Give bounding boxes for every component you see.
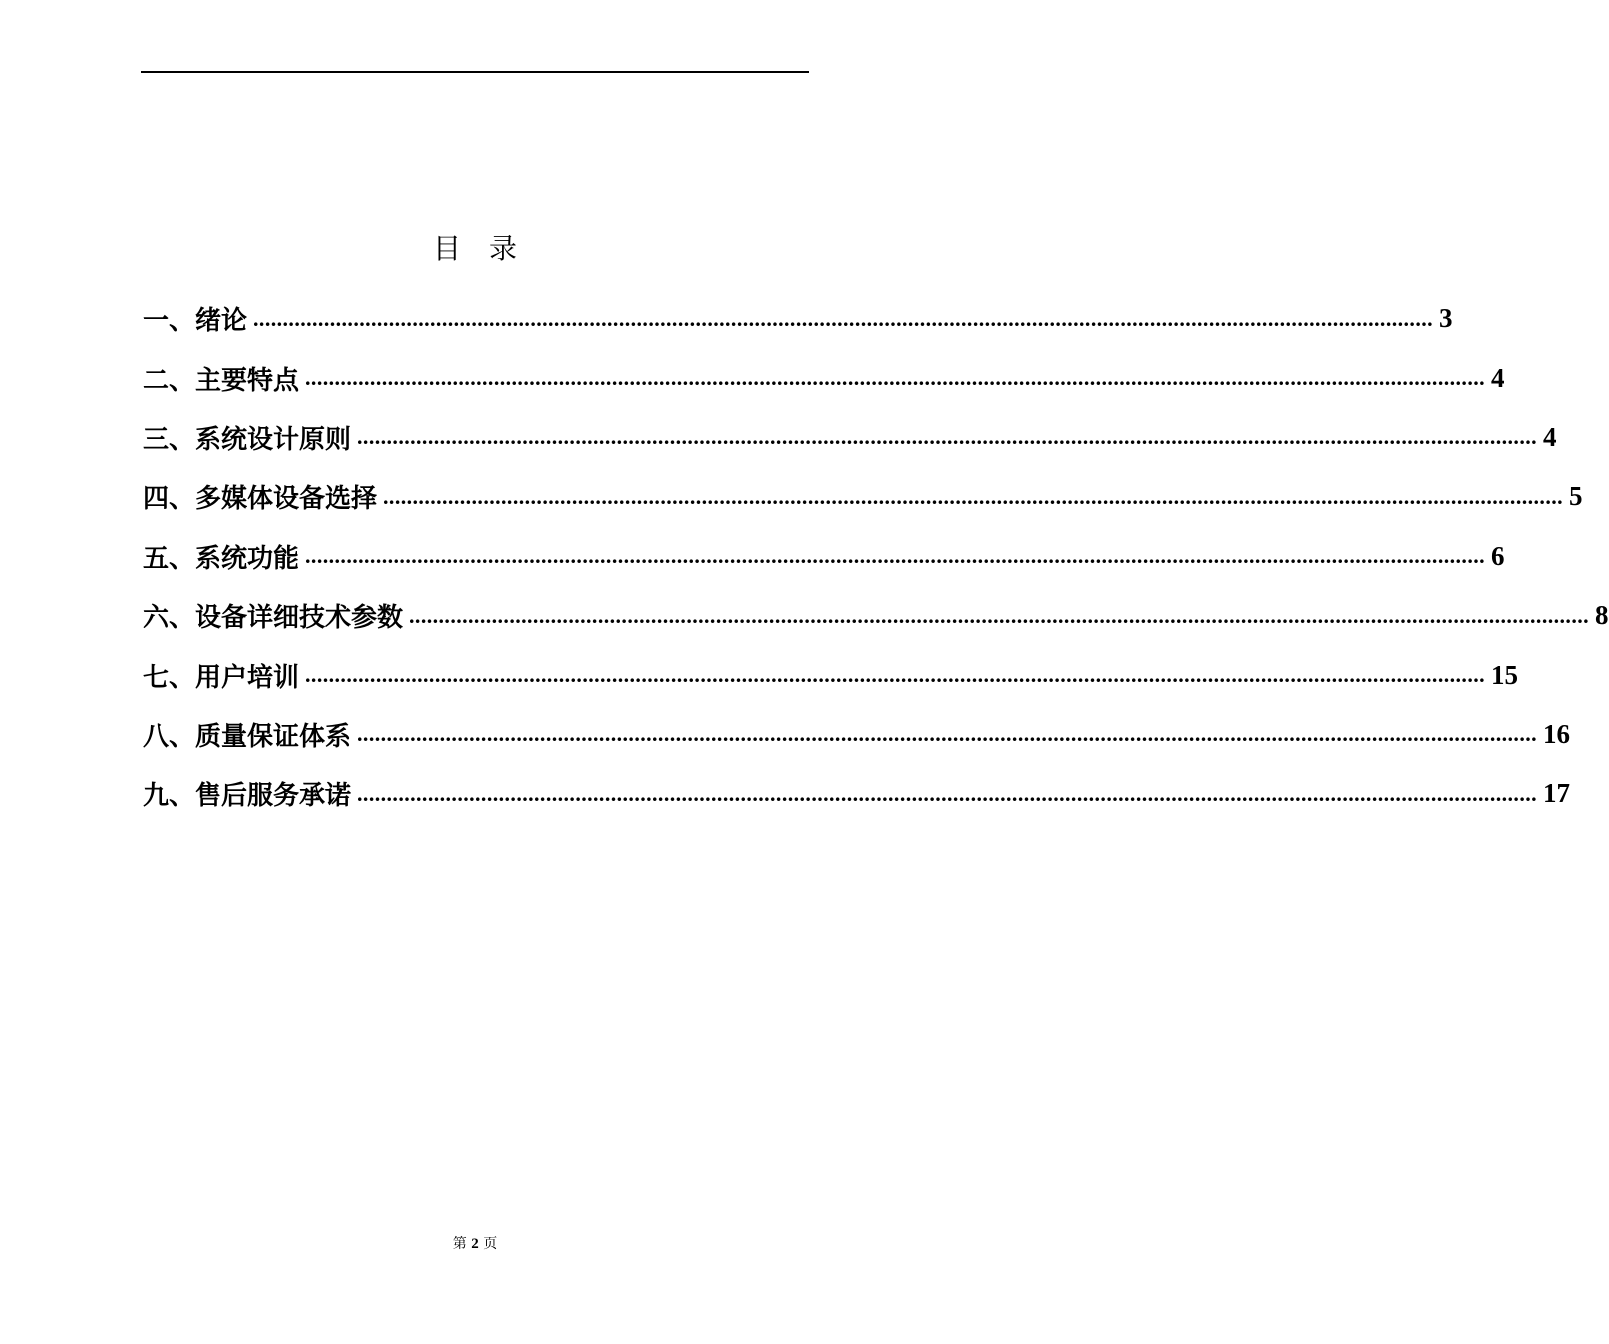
toc-entry-page: 8: [1595, 600, 1609, 631]
toc-entry-page: 5: [1569, 481, 1583, 512]
footer-suffix: 页: [483, 1236, 498, 1252]
toc-entry[interactable]: [143, 348, 1505, 407]
toc-list: [143, 289, 1609, 824]
toc-entry[interactable]: [143, 289, 1453, 348]
toc-dot-leader: ........................................................................................................................................................................................................: [305, 365, 1486, 391]
header-rule: [141, 71, 809, 73]
toc-entry-page: 4: [1543, 421, 1557, 452]
toc-entry[interactable]: [143, 527, 1505, 586]
toc-entry-label: 三、系统设计原则: [143, 424, 352, 455]
page-footer: [0, 1233, 950, 1253]
toc-dot-leader: ........................................................................................................................................................................................................: [357, 780, 1538, 806]
toc-entry[interactable]: [143, 408, 1557, 467]
toc-entry[interactable]: [143, 586, 1609, 645]
toc-entry[interactable]: [143, 645, 1519, 704]
toc-entry-label: 八、质量保证体系: [143, 721, 352, 752]
toc-dot-leader: ........................................................................................................................................................................................................: [305, 543, 1486, 569]
toc-entry-page: 3: [1439, 303, 1453, 334]
toc-entry-label: 五、系统功能: [143, 543, 300, 574]
toc-dot-leader: ........................................................................................................................................................................................................: [357, 721, 1538, 747]
toc-entry-label: 九、售后服务承诺: [143, 781, 352, 812]
toc-dot-leader: ........................................................................................................................................................................................................: [383, 483, 1564, 509]
toc-dot-leader: ........................................................................................................................................................................................................: [409, 602, 1590, 628]
footer-page-number: 2: [471, 1236, 479, 1252]
toc-entry-label: 四、多媒体设备选择: [143, 484, 378, 515]
toc-title: 目录: [432, 232, 545, 265]
toc-dot-leader: ........................................................................................................................................................................................................: [305, 662, 1486, 688]
toc-dot-leader: ........................................................................................................................................................................................................: [253, 305, 1434, 331]
toc-entry-page: 17: [1543, 778, 1571, 809]
toc-entry[interactable]: [143, 705, 1571, 764]
toc-entry-label: 一、绪论: [143, 306, 248, 337]
toc-dot-leader: ........................................................................................................................................................................................................: [357, 424, 1538, 450]
toc-entry-page: 16: [1543, 718, 1571, 749]
toc-entry-page: 4: [1491, 362, 1505, 393]
toc-entry[interactable]: [143, 467, 1583, 526]
toc-entry-label: 七、用户培训: [143, 662, 300, 693]
toc-entry[interactable]: [143, 764, 1571, 823]
toc-entry-page: 6: [1491, 540, 1505, 571]
toc-entry-page: 15: [1491, 659, 1519, 690]
footer-prefix: 第: [452, 1236, 467, 1252]
toc-entry-label: 二、主要特点: [143, 365, 300, 396]
toc-entry-label: 六、设备详细技术参数: [143, 603, 404, 634]
